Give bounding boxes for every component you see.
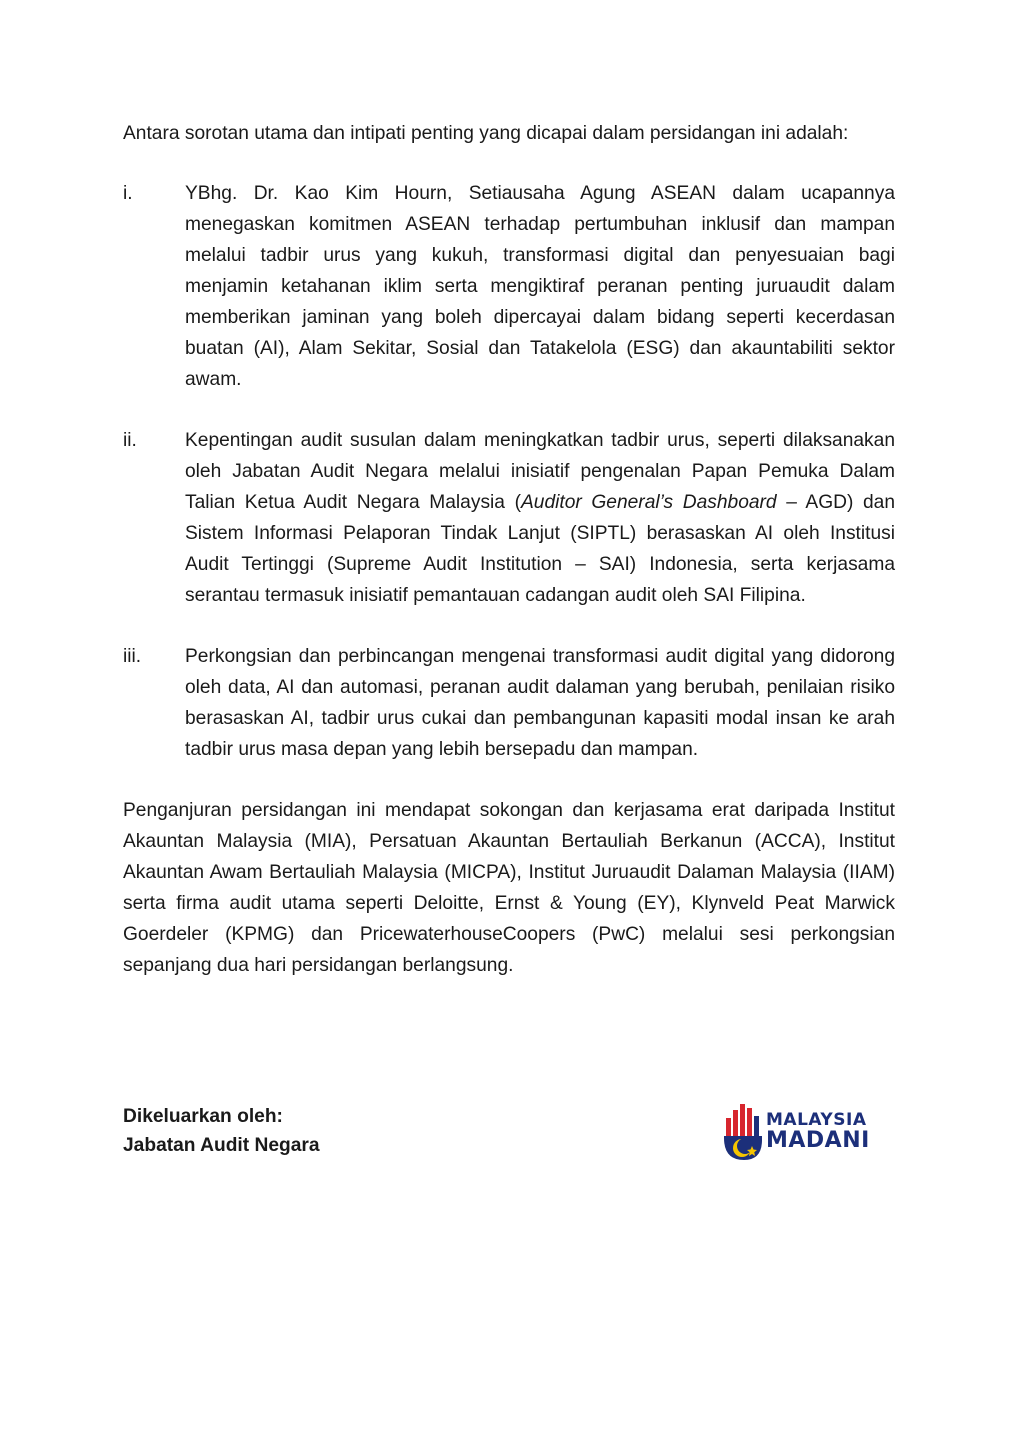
malaysia-madani-emblem-icon	[722, 1100, 766, 1164]
list-item	[123, 178, 895, 395]
list-item-text-part: Kepentingan audit susulan dalam meningkatkan tadbir urus, seperti dilaksanakan oleh Jabatan Audit Negara melalui inisiatif pengenalan Papan Pemuka Dalam Talian Ketua Audit Negara Malaysia (	[185, 430, 895, 513]
logo-text-line1: MALAYSIA	[766, 1110, 867, 1130]
support-paragraph: Penganjuran persidangan ini mendapat sokongan dan kerjasama erat daripada Institut Akauntan Malaysia (MIA), Persatuan Akauntan Bertauliah Berkanun (ACCA), Institut Akauntan Awam Bertauliah Malaysia (MICPA), Institut Juruaudit Dalaman Malaysia (IIAM) serta firma audit utama seperti Deloitte, Ernst & Young (EY), Klynveld Peat Marwick Goerdeler (KPMG) dan PricewaterhouseCoopers (PwC) melalui sesi perkongsian sepanjang dua hari persidangan berlangsung.	[123, 800, 895, 976]
highlights-list	[123, 178, 895, 765]
issued-by-block	[123, 1102, 320, 1160]
list-item-text	[185, 425, 895, 611]
list-item-text: Perkongsian dan perbincangan mengenai transformasi audit digital yang didorong oleh data, AI dan automasi, peranan audit dalaman yang berubah, penilaian risiko berasaskan AI, tadbir urus cukai dan pembangunan kapasiti modal insan ke arah tadbir urus masa depan yang lebih bersepadu dan mampan.	[185, 646, 895, 760]
logo-text-line2: MADANI	[766, 1128, 870, 1153]
list-item-text-part: – AGD) dan Sistem Informasi Pelaporan Tindak Lanjut (SIPTL) berasaskan AI oleh Institusi Audit Tertinggi (Supreme Audit Institution – SAI) Indonesia, serta kerjasama serantau termasuk inisiatif pemantauan cadangan audit oleh SAI Filipina.	[185, 492, 895, 606]
malaysia-madani-logo	[722, 1100, 892, 1164]
list-item-text-italic: Auditor General’s Dashboard	[520, 492, 777, 513]
document-body	[123, 118, 895, 981]
list-item-number: iii.	[123, 646, 142, 667]
list-item-number: ii.	[123, 430, 137, 451]
issuing-organization: Jabatan Audit Negara	[123, 1135, 320, 1156]
list-item	[123, 425, 895, 611]
issued-by-label: Dikeluarkan oleh:	[123, 1106, 283, 1127]
list-item	[123, 641, 895, 765]
intro-paragraph: Antara sorotan utama dan intipati penting yang dicapai dalam persidangan ini adalah:	[123, 123, 849, 144]
list-item-text: YBhg. Dr. Kao Kim Hourn, Setiausaha Agung ASEAN dalam ucapannya menegaskan komitmen ASEAN terhadap pertumbuhan inklusif dan mampan melalui tadbir urus yang kukuh, transformasi digital dan penyesuaian bagi menjamin ketahanan iklim serta mengiktiraf peranan penting juruaudit dalam memberikan jaminan yang boleh dipercayai dalam bidang seperti kecerdasan buatan (AI), Alam Sekitar, Sosial dan Tatakelola (ESG) dan akauntabiliti sektor awam.	[185, 183, 895, 390]
list-item-number: i.	[123, 183, 133, 204]
